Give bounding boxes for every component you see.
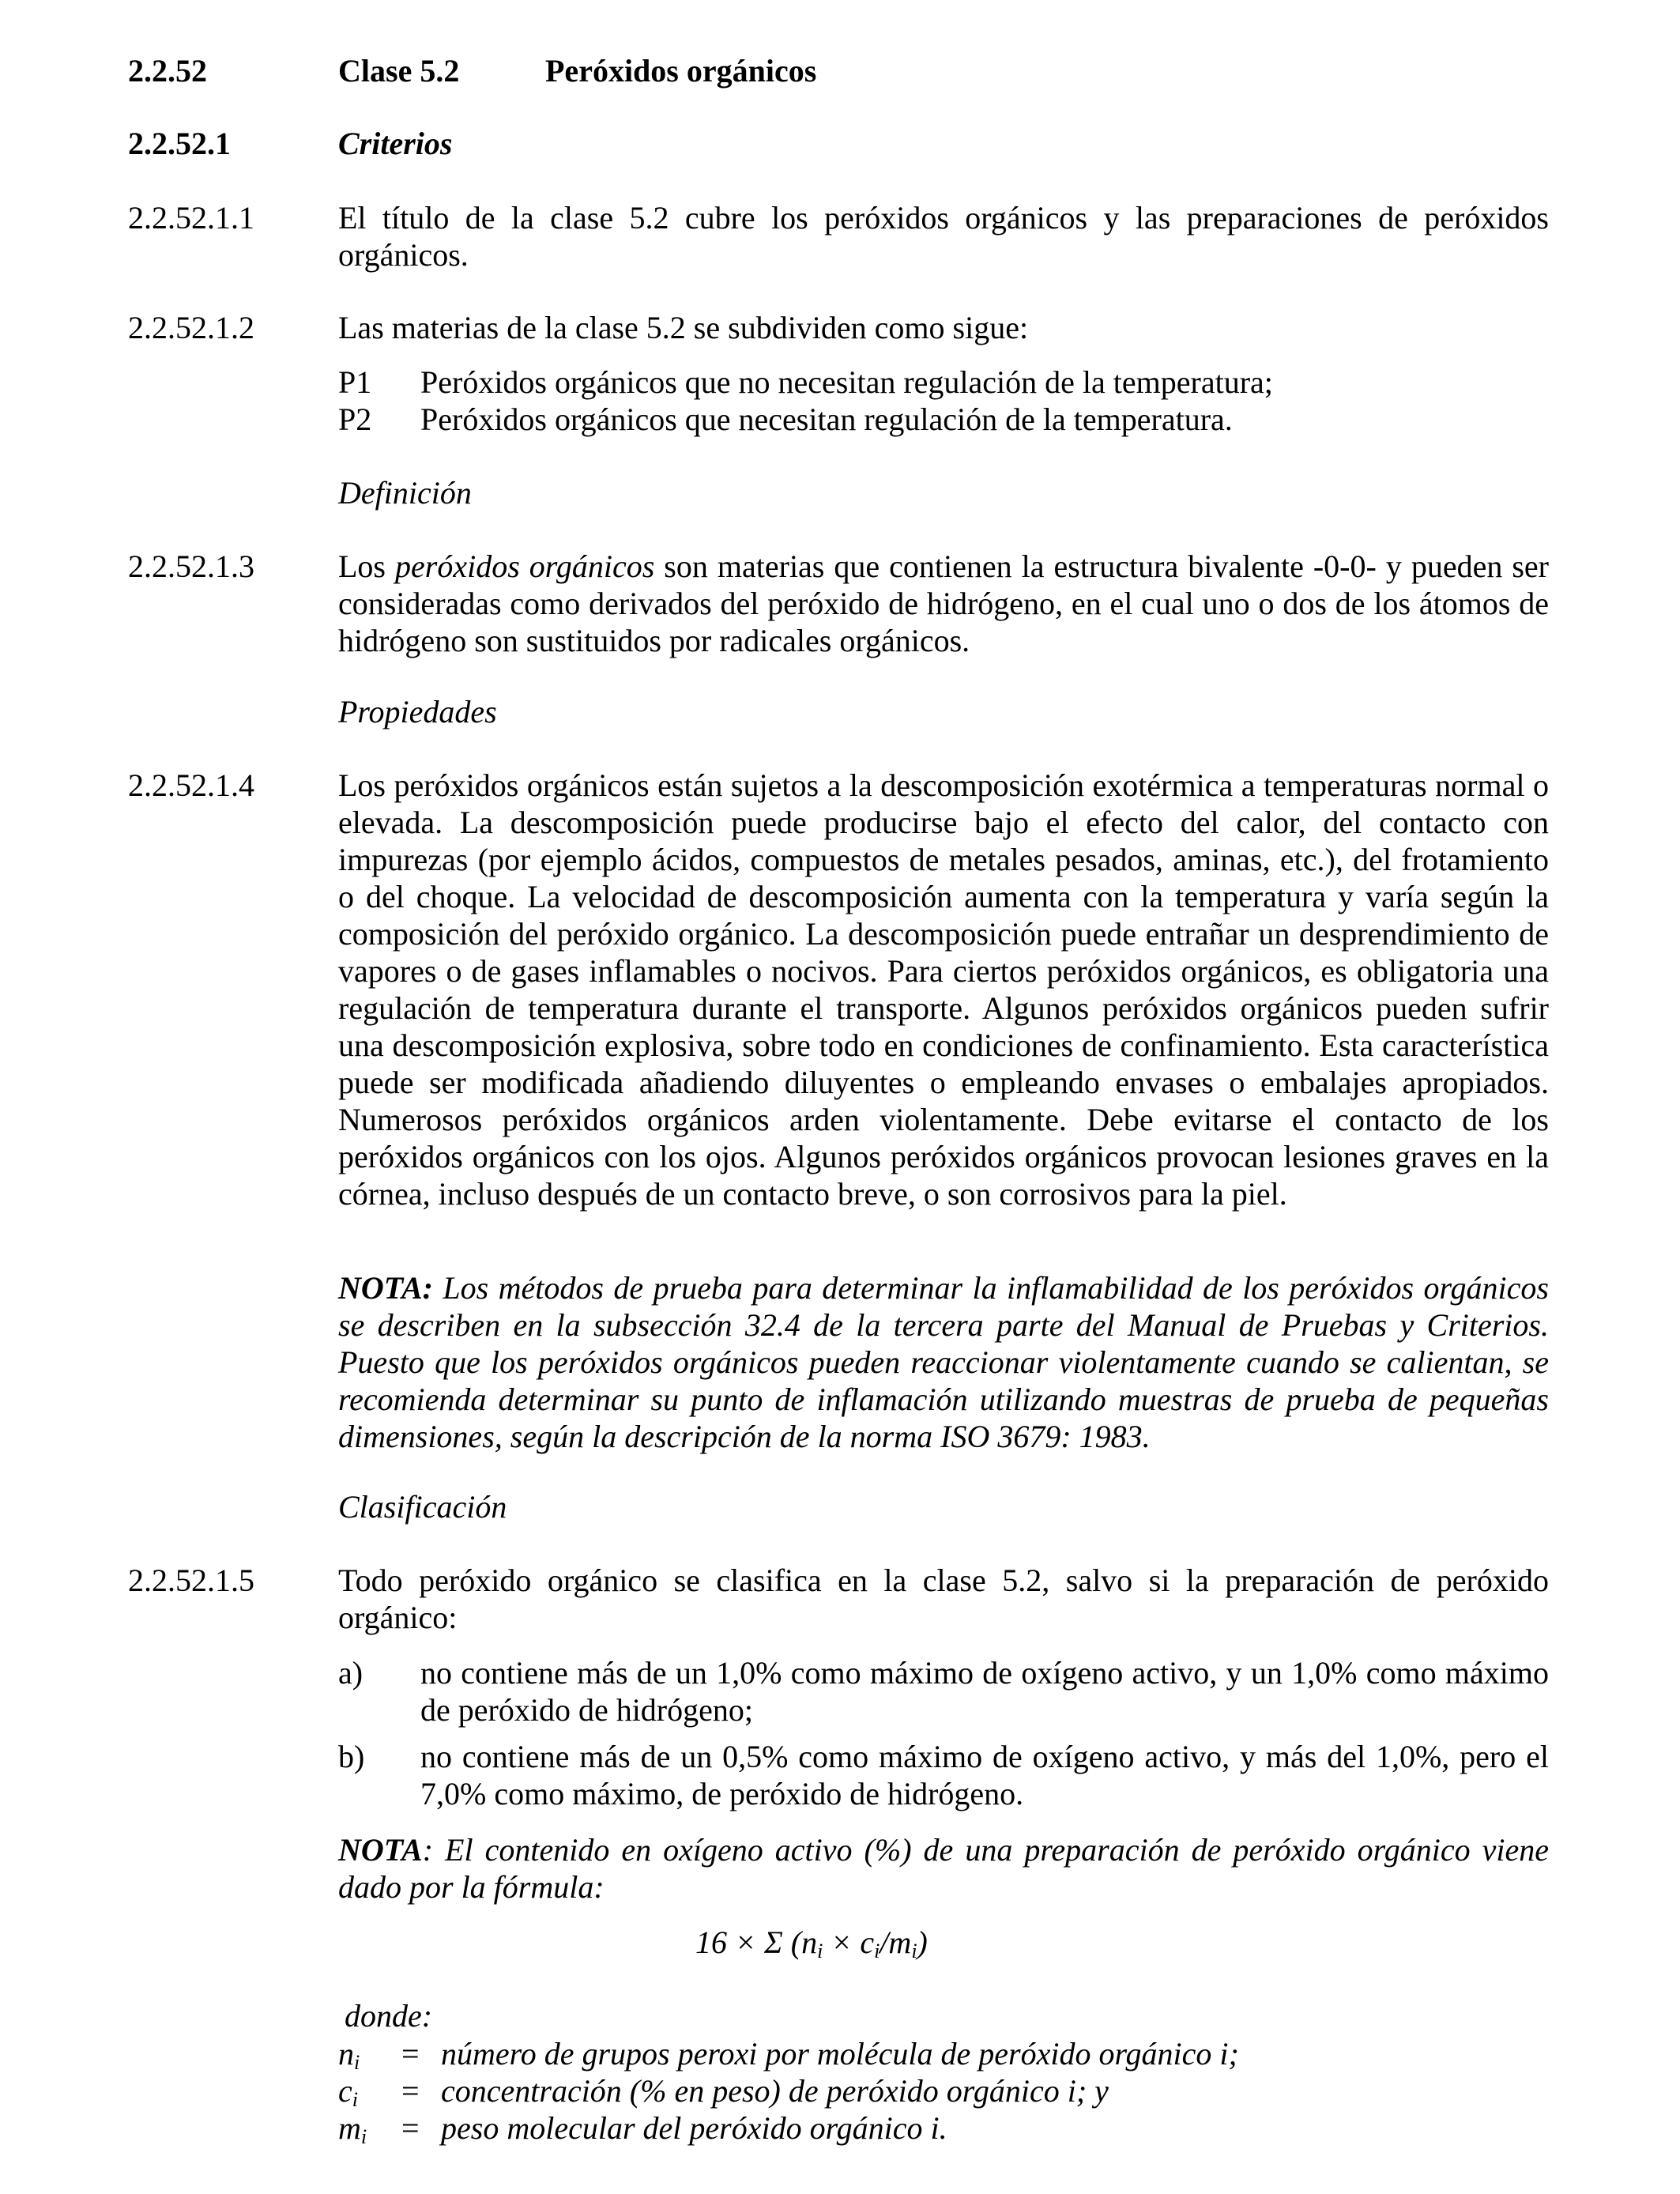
- section-title: Peróxidos orgánicos: [545, 53, 817, 89]
- paragraph-text: Las materias de la clase 5.2 se subdividen como sigue:: [338, 310, 1029, 345]
- list-item: [338, 1738, 1549, 1812]
- variable-description: concentración (% en peso) de peróxido orgánico i; y: [441, 2073, 1109, 2109]
- list-item-code: P2: [338, 401, 372, 437]
- note-label: NOTA:: [338, 1270, 433, 1306]
- formula-subscript: i: [911, 1940, 917, 1962]
- subdivision-list: [338, 364, 1549, 438]
- defined-term: peróxidos orgánicos: [395, 548, 655, 584]
- paragraph-text: Todo peróxido orgánico se clasifica en la clase 5.2, salvo si la preparación de peróxido orgánico:: [338, 1563, 1549, 1635]
- paragraph-number: 2.2.52.1.5: [128, 1563, 254, 1598]
- variable-description: peso molecular del peróxido orgánico i.: [441, 2110, 947, 2146]
- exception-list: [338, 1654, 1549, 1812]
- note-label: NOTA: [338, 1832, 423, 1868]
- list-item-text: Peróxidos orgánicos que necesitan regulación de la temperatura.: [420, 401, 1233, 437]
- section-number: 2.2.52: [128, 53, 207, 89]
- list-item: [338, 364, 1549, 401]
- note-text: : El contenido en oxígeno activo (%) de una preparación de peróxido orgánico viene dado por la fórmula:: [338, 1832, 1549, 1905]
- note-block: [338, 1831, 1549, 1906]
- formula-subscript: i: [874, 1940, 880, 1962]
- heading-clasificacion: Clasificación: [338, 1489, 507, 1525]
- paragraph-text: El título de la clase 5.2 cubre los peróxidos orgánicos y las preparaciones de peróxidos orgánicos.: [338, 200, 1549, 273]
- formula-part: ): [917, 1924, 928, 1960]
- list-item-text: no contiene más de un 1,0% como máximo de oxígeno activo, y un 1,0% como máximo de peróxido de hidrógeno;: [420, 1655, 1549, 1728]
- heading-propiedades: Propiedades: [338, 694, 497, 729]
- formula-subscript: i: [817, 1940, 823, 1962]
- paragraph-number: 2.2.52.1.3: [128, 548, 254, 584]
- note-block: [338, 1269, 1549, 1455]
- formula: [695, 1924, 928, 1961]
- list-item-code: a): [338, 1655, 363, 1691]
- formula-part: /m: [880, 1924, 912, 1960]
- formula-part: 16 × Σ (n: [695, 1924, 818, 1960]
- list-item: [338, 1654, 1549, 1728]
- donde-label: donde:: [345, 1998, 433, 2034]
- variable-symbol: $m_i$: [338, 2110, 367, 2148]
- list-item-code: P1: [338, 364, 372, 400]
- paragraph-rest: son materias que contienen la estructura bivalente -0-0- y pueden ser consideradas como derivados del peróxido de hidrógeno, en el cual uno o dos de los átomos de hidrógeno son sustituidos por radicales orgánicos.: [338, 548, 1549, 658]
- paragraph-number: 2.2.52.1.4: [128, 767, 254, 803]
- subsection-number: 2.2.52.1: [128, 126, 231, 161]
- subsection-title: Criterios: [338, 126, 453, 161]
- note-text: Los métodos de prueba para determinar la inflamabilidad de los peróxidos orgánicos se describen en la subsección 32.4 de la tercera parte del Manual de Pruebas y Criterios. Puesto que los peróxidos orgánicos pueden reaccionar violentamente cuando se calientan, se recomienda determinar su punto de inflamación utilizando muestras de prueba de pequeñas dimensiones, según la descripción de la norma ISO 3679: 1983.: [338, 1270, 1549, 1454]
- variable-description: número de grupos peroxi por molécula de peróxido orgánico i;: [441, 2036, 1239, 2071]
- variable-symbol: $c_i$: [338, 2073, 358, 2111]
- list-item-text: no contiene más de un 0,5% como máximo de oxígeno activo, y más del 1,0%, pero el 7,0% como máximo, de peróxido de hidrógeno.: [420, 1739, 1549, 1811]
- paragraph-text: [338, 548, 1549, 659]
- list-item: [338, 401, 1549, 438]
- paragraph-number: 2.2.52.1.1: [128, 200, 254, 236]
- variable-symbol: $n_i$: [338, 2036, 360, 2074]
- formula-part: × c: [823, 1924, 875, 1960]
- paragraph-number: 2.2.52.1.2: [128, 310, 254, 345]
- equals-sign: =: [401, 2036, 420, 2071]
- paragraph-text: Los peróxidos orgánicos están sujetos a la descomposición exotérmica a temperaturas normal o elevada. La descomposición puede producirse bajo el efecto del calor, del contacto con impurezas (por ejemplo ácidos, compuestos de metales pesados, aminas, etc.), del frotamiento o del choque. La velocidad de descomposición aumenta con la temperatura y varía según la composición del peróxido orgánico. La descomposición puede entrañar un desprendimiento de vapores o de gases inflamables o nocivos. Para ciertos peróxidos orgánicos, es obligatoria una regulación de temperatura durante el transporte. Algunos peróxidos orgánicos pueden sufrir una descomposición explosiva, sobre todo en condiciones de confinamiento. Esta característica puede ser modificada añadiendo diluyentes o empleando envases o embalajes apropiados. Numerosos peróxidos orgánicos arden violentamente. Debe evitarse el contacto de los peróxidos orgánicos con los ojos. Algunos peróxidos orgánicos provocan lesiones graves en la córnea, incluso después de un contacto breve, o son corrosivos para la piel.: [338, 767, 1549, 1212]
- section-class-label: Clase 5.2: [338, 53, 460, 89]
- heading-definicion: Definición: [338, 475, 472, 511]
- equals-sign: =: [401, 2073, 420, 2109]
- list-item-code: b): [338, 1739, 365, 1774]
- paragraph-lead: Los: [338, 548, 396, 584]
- equals-sign: =: [401, 2110, 420, 2146]
- list-item-text: Peróxidos orgánicos que no necesitan regulación de la temperatura;: [420, 364, 1273, 400]
